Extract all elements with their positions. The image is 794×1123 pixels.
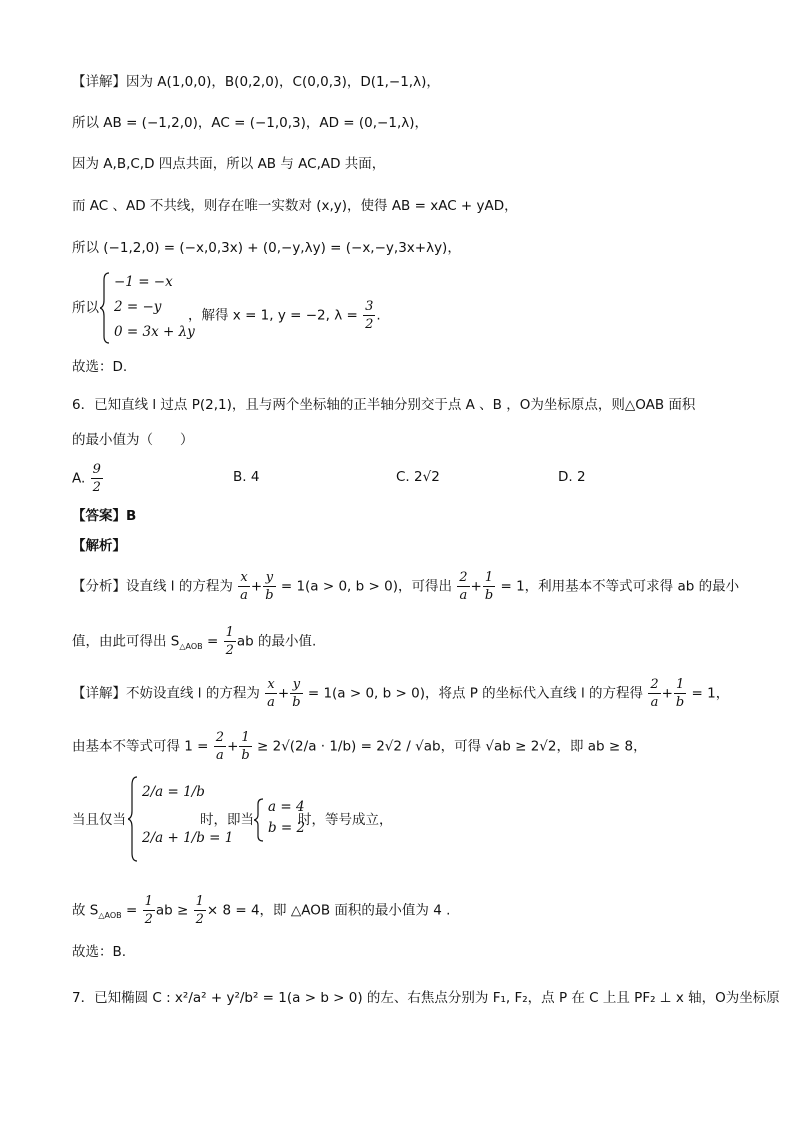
value-b: b = 2 <box>268 820 306 836</box>
fraction-1-over-b: $\frac{1}{b}$ <box>484 570 494 603</box>
left-brace-icon <box>128 776 138 862</box>
detail-line-3-prefix: 当且仅当 <box>72 812 126 828</box>
analysis-text-4: 值，由此可得出 S <box>72 633 180 650</box>
fraction-1-over-b-3: $\frac{1}{b}$ <box>241 730 250 763</box>
solution-detail-line-4: 而 AC 、AD 不共线，则存在唯一实数对 (x,y)，使得 AB = xAC + yAD， <box>72 198 518 214</box>
analysis-text-3: = 1，利用基本不等式可求得 ab 的最小 <box>500 578 740 595</box>
fraction-x-over-a-2: $\frac{x}{a}$ <box>267 677 275 710</box>
question-7-line-1: 7．已知椭圆 C : x²/a² + y²/b² = 1(a > b > 0) 的左、右焦点分别为 F₁, F₂，点 P 在 C 上且 PF₂ ⊥ x 轴，O为坐标原 <box>72 990 780 1006</box>
fraction-one-half: $\frac{1}{2}$ <box>225 625 234 658</box>
fraction-2-over-a-2: $\frac{2}{a}$ <box>650 677 659 710</box>
choice-line-q5: 故选：D. <box>72 359 128 375</box>
analysis-label: 【解析】 <box>72 538 126 554</box>
fraction-y-over-b: $\frac{y}{b}$ <box>265 570 274 603</box>
option-b: B. 4 <box>233 469 260 485</box>
condition-eq-2: 2/a + 1/b = 1 <box>142 830 234 846</box>
equals-sign-2: = <box>125 902 138 919</box>
system-prefix: 所以 <box>72 300 99 316</box>
detail-text-2: = 1(a > 0, b > 0)，将点 P 的坐标代入直线 l 的方程得 <box>307 685 644 702</box>
lambda-fraction <box>363 298 375 333</box>
left-brace-icon <box>100 272 110 344</box>
detail-text-7: ab ≥ <box>155 902 189 919</box>
detail-line-2: 由基本不等式可得 1 = $\frac{2}{a}$ + $\frac{1}{b}$ ≥ 2√(2/a · 1/b) = 2√2 / √ab，可得 √ab ≥ 2√2，即 ab ≥ 8， <box>72 730 647 763</box>
analysis-text-2: = 1(a > 0, b > 0)，可得出 <box>280 578 452 595</box>
question-6-line-2: 的最小值为（ ） <box>72 432 194 448</box>
analysis-text-5: ab 的最小值. <box>236 633 317 650</box>
left-brace-icon <box>254 798 264 842</box>
system-solution-text: ，解得 x = 1, y = −2, λ = <box>188 307 358 324</box>
detail-text-1: 【详解】不妨设直线 l 的方程为 <box>72 685 260 702</box>
condition-eq-1: 2/a = 1/b <box>142 784 205 800</box>
analysis-text-1: 【分析】设直线 l 的方程为 <box>72 578 233 595</box>
option-a-label: A. <box>72 470 86 487</box>
choice-line-q6: 故选：B. <box>72 944 127 960</box>
fraction-one-half-2: $\frac{1}{2}$ <box>144 894 153 927</box>
solution-detail-line-5: 所以 (−1,2,0) = (−x,0,3x) + (0,−y,λy) = (−x,−y,3x+λy)， <box>72 240 461 256</box>
solution-detail-line-1: 【详解】因为 A(1,0,0)，B(0,2,0)，C(0,0,3)，D(1,−1,λ)， <box>72 74 440 90</box>
fraction-one-half-3: $\frac{1}{2}$ <box>195 894 204 927</box>
option-a <box>72 461 104 496</box>
detail-text-5: ≥ 2√(2/a · 1/b) = 2√2 / √ab，可得 √ab ≥ 2√2，即 ab ≥ 8， <box>257 738 647 755</box>
solution-detail-line-3: 因为 A,B,C,D 四点共面，所以 AB 与 AC,AD 共面， <box>72 156 386 172</box>
option-c: C. 2√2 <box>396 469 440 485</box>
fraction-2-over-a: $\frac{2}{a}$ <box>459 570 468 603</box>
lambda-denominator: 2 <box>365 317 374 332</box>
option-a-fraction <box>91 461 103 496</box>
option-a-numerator: 9 <box>92 462 101 477</box>
fraction-2-over-a-3: $\frac{2}{a}$ <box>215 730 225 763</box>
detail-line-3-end: 时，等号成立， <box>298 812 393 828</box>
solution-end: . <box>376 307 381 324</box>
analysis-line-2 <box>72 624 316 659</box>
detail-text-3: = 1， <box>691 685 730 702</box>
system-eq-2: 2 = −y <box>114 299 162 315</box>
answer-label: 【答案】B <box>72 508 137 524</box>
fraction-1-over-b-2: $\frac{1}{b}$ <box>675 677 685 710</box>
option-d: D. 2 <box>558 469 586 485</box>
detail-text-8: × 8 = 4，即 △AOB 面积的最小值为 4 . <box>206 902 451 919</box>
lambda-numerator: 3 <box>365 299 374 314</box>
detail-line-1: 【详解】不妨设直线 l 的方程为 $\frac{x}{a}$ + $\frac{y}{b}$ = 1(a > 0, b > 0)，将点 P 的坐标代入直线 l 的方程得 $\frac{2}{a}$ + $\frac{1}{b}$ = 1， <box>72 677 730 710</box>
detail-line-4 <box>72 893 450 928</box>
system-solution <box>188 298 381 333</box>
option-a-denominator: 2 <box>92 480 101 495</box>
analysis-line-1: 【分析】设直线 l 的方程为 $\frac{x}{a}$ + $\frac{y}{b}$ = 1(a > 0, b > 0)，可得出 $\frac{2}{a}$ + $\frac{1}{b}$ = 1，利用基本不等式可求得 ab 的最小 <box>72 570 740 603</box>
equals-sign: = <box>206 633 219 650</box>
question-6-line-1: 6．已知直线 l 过点 P(2,1)，且与两个坐标轴的正半轴分别交于点 A 、B ，O为坐标原点，则△OAB 面积 <box>72 397 696 413</box>
system-eq-3: 0 = 3x + λy <box>114 324 195 340</box>
solution-detail-line-2: 所以 AB = (−1,2,0)，AC = (−1,0,3)，AD = (0,−1,λ)， <box>72 115 429 131</box>
area-subscript: △AOB <box>179 642 203 652</box>
system-eq-1: −1 = −x <box>114 274 173 290</box>
fraction-x-over-a: $\frac{x}{a}$ <box>240 570 248 603</box>
detail-line-3-mid: 时，即当 <box>200 812 254 828</box>
detail-text-4: 由基本不等式可得 1 = <box>72 738 209 755</box>
value-a: a = 4 <box>268 799 305 815</box>
detail-text-6: 故 S <box>72 902 99 919</box>
equation-system-1 <box>100 272 195 344</box>
fraction-y-over-b-2: $\frac{y}{b}$ <box>292 677 301 710</box>
area-subscript-2: △AOB <box>98 911 122 921</box>
